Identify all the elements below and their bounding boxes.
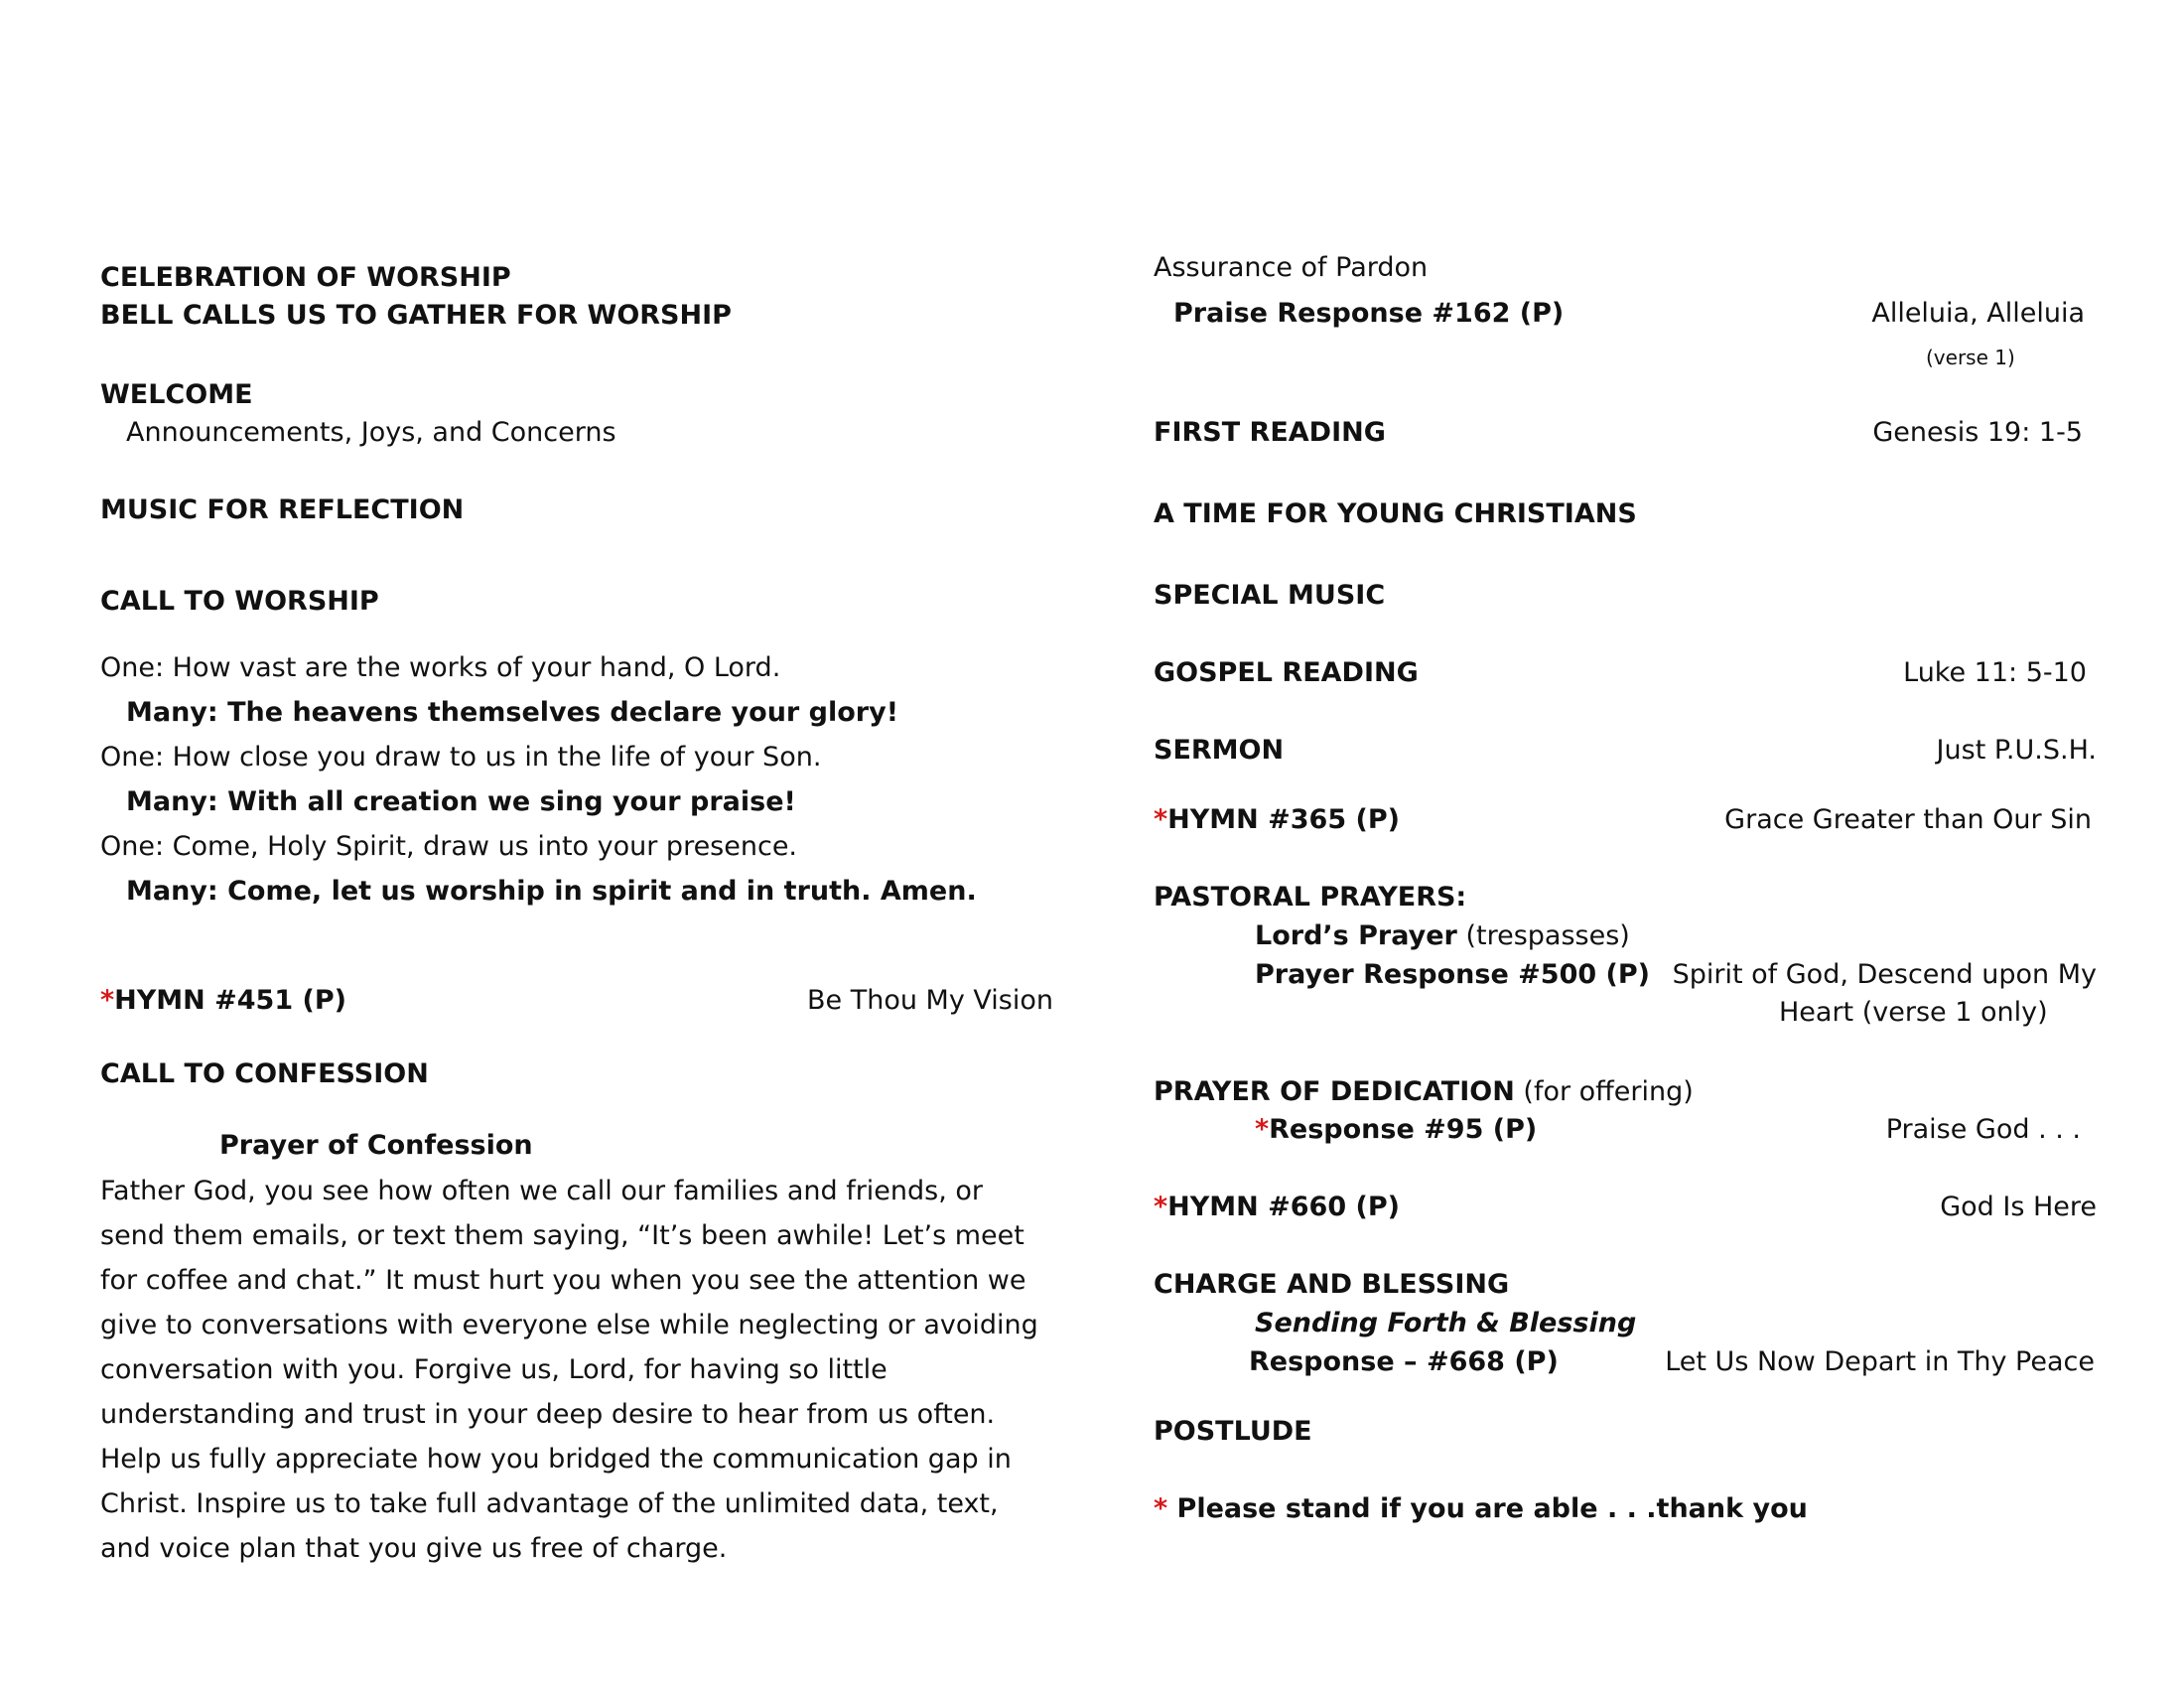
prayer-response-label: Prayer Response #500 (P) (1255, 959, 1651, 990)
prayer-response-title-line2: Heart (verse 1 only) (1779, 997, 2048, 1028)
first-reading-ref: Genesis 19: 1-5 (1872, 417, 2083, 448)
gospel-reading-ref: Luke 11: 5-10 (1903, 657, 2087, 688)
prayer-of-dedication-line: PRAYER OF DEDICATION (for offering) (1154, 1076, 1694, 1107)
special-music-heading: SPECIAL MUSIC (1154, 580, 1386, 611)
gospel-reading-label: GOSPEL READING (1154, 657, 1419, 688)
charge-and-blessing-heading: CHARGE AND BLESSING (1154, 1269, 1510, 1300)
hymn-451-label: *HYMN #451 (P) (100, 985, 346, 1016)
litany-one-line: One: Come, Holy Spirit, draw us into your presence. (100, 831, 798, 862)
postlude-heading: POSTLUDE (1154, 1416, 1312, 1447)
prayer-of-confession-title: Prayer of Confession (219, 1130, 533, 1161)
sending-forth-line: Sending Forth & Blessing (1255, 1308, 1637, 1338)
stand-asterisk: * (1154, 1192, 1168, 1222)
prayer-of-confession-text: Father God, you see how often we call our families and friends, or send them emails, or text them saying, “It’s been awhile! Let’s meet for coffee and chat.” It must hurt you when you see the attention we give to conversations with everyone else while neglecting or avoiding conversation with you. Forgive us, Lord, for having so little understanding and trust in your deep desire to hear from us often. Help us fully appreciate how you bridged the communication gap in Christ. Inspire us to take full advantage of the unlimited data, text, and voice plan that you give us free of charge. (100, 1176, 1038, 1564)
response-668-label: Response – #668 (P) (1249, 1346, 1559, 1377)
music-reflection-heading: MUSIC FOR REFLECTION (100, 494, 465, 525)
first-reading-label: FIRST READING (1154, 417, 1386, 448)
prayer-response-title-line1: Spirit of God, Descend upon My (1672, 959, 2097, 990)
call-to-worship-heading: CALL TO WORSHIP (100, 586, 379, 617)
young-christians-heading: A TIME FOR YOUNG CHRISTIANS (1154, 498, 1637, 529)
stand-asterisk: * (1154, 1493, 1168, 1524)
call-to-confession-heading: CALL TO CONFESSION (100, 1058, 429, 1089)
praise-response-note: (verse 1) (1926, 346, 2015, 369)
praise-response-title: Alleluia, Alleluia (1871, 298, 2085, 329)
praise-response-label: Praise Response #162 (P) (1173, 298, 1565, 329)
hymn-660-title: God Is Here (1940, 1192, 2097, 1222)
left-column (100, 0, 1053, 1688)
announcements-line: Announcements, Joys, and Concerns (126, 417, 616, 448)
bell-heading: BELL CALLS US TO GATHER FOR WORSHIP (100, 300, 732, 331)
response-95-title: Praise God . . . (1885, 1114, 2081, 1145)
litany-many-line: Many: Come, let us worship in spirit and in truth. Amen. (126, 876, 977, 907)
litany-one-line: One: How close you draw to us in the life of your Son. (100, 742, 822, 773)
stand-asterisk: * (1255, 1114, 1270, 1145)
right-column (1154, 0, 2097, 1688)
celebration-heading: CELEBRATION OF WORSHIP (100, 262, 511, 293)
litany-one-line: One: How vast are the works of your hand, O Lord. (100, 652, 781, 683)
stand-footnote: * Please stand if you are able . . .thank you (1154, 1493, 1808, 1524)
response-95-label: *Response #95 (P) (1255, 1114, 1538, 1145)
lords-prayer-line: Lord’s Prayer (trespasses) (1255, 920, 1630, 951)
sermon-label: SERMON (1154, 735, 1285, 766)
hymn-365-title: Grace Greater than Our Sin (1724, 804, 2092, 835)
pastoral-prayers-heading: PASTORAL PRAYERS: (1154, 882, 1467, 913)
stand-asterisk: * (1154, 804, 1168, 835)
hymn-365-label: *HYMN #365 (P) (1154, 804, 1400, 835)
sermon-title: Just P.U.S.H. (1936, 735, 2097, 766)
stand-asterisk: * (100, 985, 115, 1016)
welcome-heading: WELCOME (100, 379, 253, 410)
response-668-title: Let Us Now Depart in Thy Peace (1665, 1346, 2095, 1377)
hymn-451-title: Be Thou My Vision (807, 985, 1053, 1016)
assurance-of-pardon: Assurance of Pardon (1154, 252, 1429, 283)
hymn-660-label: *HYMN #660 (P) (1154, 1192, 1400, 1222)
litany-many-line: Many: The heavens themselves declare your glory! (126, 697, 899, 728)
litany-many-line: Many: With all creation we sing your praise! (126, 786, 796, 817)
